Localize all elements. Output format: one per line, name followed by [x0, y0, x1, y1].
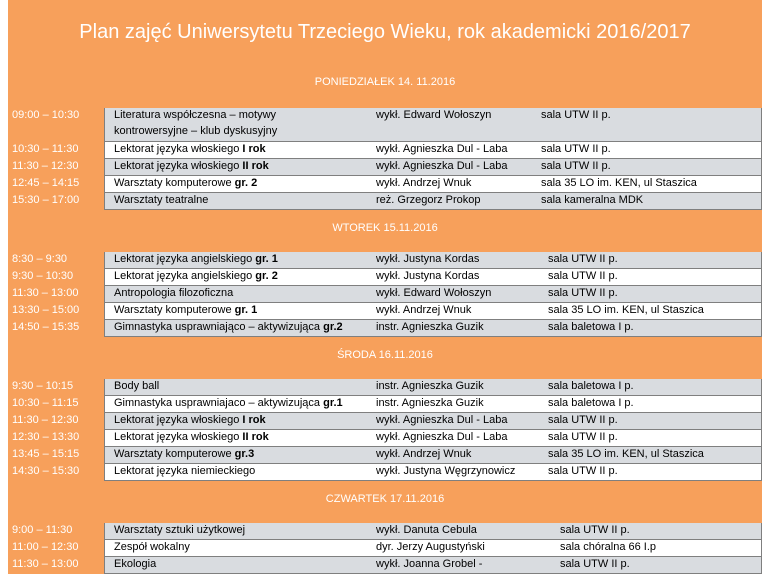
- row-border-left: [104, 176, 105, 193]
- row-subject: [114, 464, 255, 477]
- row-lecturer: wykł. Justyna Węgrzynowicz: [376, 465, 516, 477]
- row-border-bottom: [104, 336, 762, 337]
- row-time: 9:30 – 10:15: [8, 379, 104, 396]
- day-spacer-top: [8, 337, 762, 345]
- row-border-right: [761, 379, 762, 396]
- subject-text-line2: kontrowersyjne – klub dyskusyjny: [114, 125, 278, 137]
- subject-group: gr. 2: [234, 177, 258, 189]
- row-border-left: [104, 108, 105, 142]
- subject-text: Warsztaty teatralne: [114, 194, 209, 206]
- row-border-right: [761, 176, 762, 193]
- row-subject: [114, 252, 278, 265]
- subject-text: Lektorat języka angielskiego: [114, 270, 256, 282]
- row-border-left: [104, 464, 105, 481]
- row-subject: [114, 413, 266, 426]
- row-border-right: [761, 269, 762, 286]
- subject-text: Warsztaty komputerowe: [114, 304, 235, 316]
- row-time: 11:30 – 12:30: [8, 413, 104, 430]
- subject-group: gr. 1: [255, 253, 278, 265]
- schedule-row: [8, 413, 762, 430]
- row-border-left: [104, 413, 105, 430]
- subject-text: Ekologia: [114, 558, 157, 570]
- subject-text: Lektorat języka włoskiego: [114, 143, 243, 155]
- subject-group: gr.3: [234, 448, 255, 460]
- subject-text: Lektorat języka angielskiego: [114, 253, 256, 265]
- row-lecturer: wykł. Justyna Kordas: [376, 270, 480, 282]
- subject-text: Lektorat języka włoskiego: [114, 160, 243, 172]
- row-border-right: [761, 396, 762, 413]
- row-subject: [114, 396, 343, 409]
- schedule-row: [8, 193, 762, 210]
- row-lecturer: wykł. Agnieszka Dul - Laba: [376, 431, 508, 443]
- row-lecturer: wykł. Edward Wołoszyn: [376, 109, 492, 121]
- row-subject: [114, 159, 269, 172]
- row-border-left: [104, 286, 105, 303]
- row-room: sala UTW II p.: [548, 287, 618, 299]
- day-spacer-bottom: [8, 365, 762, 379]
- schedule-row: [8, 320, 762, 337]
- row-time: 8:30 – 9:30: [8, 252, 104, 269]
- row-border-right: [761, 523, 762, 540]
- row-time: 10:30 – 11:30: [8, 142, 104, 159]
- row-room: sala UTW II p.: [541, 143, 611, 155]
- row-room: sala UTW II p.: [541, 160, 611, 172]
- subject-group: I rok: [242, 414, 266, 426]
- day-spacer-top: [8, 210, 762, 218]
- subject-text: Warsztaty sztuki użytkowej: [114, 524, 246, 536]
- row-border-right: [761, 142, 762, 159]
- day-header: CZWARTEK 17.11.2016: [8, 489, 762, 509]
- row-room: sala UTW II p.: [560, 558, 630, 570]
- row-room: sala UTW II p.: [541, 109, 611, 121]
- row-room: sala UTW II p.: [548, 465, 618, 477]
- row-time: 12:30 – 13:30: [8, 430, 104, 447]
- row-border-left: [104, 430, 105, 447]
- row-subject: [114, 269, 278, 282]
- row-time: 11:30 – 13:00: [8, 557, 104, 574]
- schedule-row: [8, 176, 762, 193]
- row-border-left: [104, 252, 105, 269]
- row-border-left: [104, 379, 105, 396]
- row-lecturer: wykł. Andrzej Wnuk: [376, 304, 472, 316]
- row-time: 09:00 – 10:30: [8, 108, 104, 142]
- subject-group: II rok: [242, 431, 269, 443]
- subject-text: Lektorat języka niemieckiego: [114, 465, 256, 477]
- day-header: WTOREK 15.11.2016: [8, 218, 762, 238]
- row-lecturer: wykł. Justyna Kordas: [376, 253, 480, 265]
- day-spacer-top: [8, 481, 762, 489]
- day-spacer-bottom: [8, 92, 762, 108]
- row-subject: [114, 286, 233, 299]
- row-lecturer: reż. Grzegorz Prokop: [376, 194, 481, 206]
- row-border-left: [104, 523, 105, 540]
- schedule-row: [8, 430, 762, 447]
- row-border-left: [104, 320, 105, 337]
- row-time: 11:30 – 13:00: [8, 286, 104, 303]
- row-border-right: [761, 303, 762, 320]
- subject-group: I rok: [242, 143, 266, 155]
- row-border-right: [761, 320, 762, 337]
- row-time: 15:30 – 17:00: [8, 193, 104, 210]
- row-subject: [114, 523, 245, 536]
- day-spacer-bottom: [8, 238, 762, 252]
- subject-text: Lektorat języka włoskiego: [114, 431, 243, 443]
- row-border-bottom: [104, 480, 762, 481]
- row-subject: [114, 447, 254, 460]
- row-time: 11:30 – 12:30: [8, 159, 104, 176]
- subject-text: Gimnastyka usprawniajaco – aktywizująca: [114, 397, 324, 409]
- row-room: sala baletowa I p.: [548, 380, 634, 392]
- row-border-bottom: [104, 209, 762, 210]
- row-room: sala baletowa I p.: [548, 321, 634, 333]
- subject-text: Gimnastyka usprawniająco – aktywizująca: [114, 321, 324, 333]
- row-time: 12:45 – 14:15: [8, 176, 104, 193]
- schedule-row: [8, 252, 762, 269]
- row-time: 14:50 – 15:35: [8, 320, 104, 337]
- day-header: PONIEDZIAŁEK 14. 11.2016: [8, 72, 762, 92]
- subject-group: gr. 1: [234, 304, 258, 316]
- row-time: 13:45 – 15:15: [8, 447, 104, 464]
- schedule-row: [8, 464, 762, 481]
- row-room: sala 35 LO im. KEN, ul Staszica: [548, 448, 704, 460]
- row-border-right: [761, 464, 762, 481]
- schedule-row: [8, 159, 762, 176]
- row-border-right: [761, 193, 762, 210]
- day-spacer-bottom: [8, 509, 762, 523]
- row-border-right: [761, 413, 762, 430]
- row-border-left: [104, 159, 105, 176]
- row-room: sala UTW II p.: [548, 270, 618, 282]
- subject-text: Warsztaty komputerowe: [114, 448, 235, 460]
- day-header: ŚRODA 16.11.2016: [8, 345, 762, 365]
- page-title: Plan zajęć Uniwersytetu Trzeciego Wieku, rok akademicki 2016/2017: [8, 0, 762, 64]
- schedule-row: [8, 286, 762, 303]
- row-border-right: [761, 286, 762, 303]
- row-lecturer: wykł. Agnieszka Dul - Laba: [376, 143, 508, 155]
- row-room: sala UTW II p.: [548, 253, 618, 265]
- row-border-right: [761, 252, 762, 269]
- subject-text: Antropologia filozoficzna: [114, 287, 234, 299]
- row-subject: [114, 430, 269, 443]
- row-border-left: [104, 142, 105, 159]
- row-time: 13:30 – 15:00: [8, 303, 104, 320]
- schedule-row: [8, 557, 762, 574]
- row-subject: [114, 379, 159, 392]
- subject-group: gr.1: [323, 397, 343, 409]
- row-border-right: [761, 447, 762, 464]
- schedule-row: [8, 379, 762, 396]
- schedule-row: [8, 142, 762, 159]
- row-lecturer: wykł. Edward Wołoszyn: [376, 287, 492, 299]
- row-room: sala 35 LO im. KEN, ul Staszica: [548, 304, 704, 316]
- row-border-left: [104, 557, 105, 574]
- schedule-row: [8, 303, 762, 320]
- schedule-row: [8, 108, 762, 142]
- row-time: 9:00 – 11:30: [8, 523, 104, 540]
- subject-text: Warsztaty komputerowe: [114, 177, 235, 189]
- row-lecturer: wykł. Agnieszka Dul - Laba: [376, 160, 508, 172]
- row-lecturer: wykł. Danuta Cebula: [376, 524, 477, 536]
- row-lecturer: wykł. Andrzej Wnuk: [376, 448, 472, 460]
- row-time: 10:30 – 11:15: [8, 396, 104, 413]
- row-room: sala UTW II p.: [548, 431, 618, 443]
- row-border-right: [761, 108, 762, 142]
- row-room: sala kameralna MDK: [541, 194, 644, 206]
- subject-text: Literatura współczesna – motywy: [114, 109, 277, 121]
- row-border-right: [761, 159, 762, 176]
- row-subject: [114, 142, 266, 155]
- schedule-row: [8, 523, 762, 540]
- row-border-left: [104, 447, 105, 464]
- schedule-table: [8, 64, 762, 574]
- row-subject: [114, 557, 156, 570]
- schedule-row: [8, 269, 762, 286]
- row-lecturer: instr. Agnieszka Guzik: [376, 380, 484, 392]
- row-lecturer: instr. Agnieszka Guzik: [376, 321, 484, 333]
- row-lecturer: wykł. Joanna Grobel -: [376, 558, 483, 570]
- row-lecturer: instr. Agnieszka Guzik: [376, 397, 484, 409]
- subject-text: Lektorat języka włoskiego: [114, 414, 243, 426]
- row-time: 11:00 – 12:30: [8, 540, 104, 557]
- row-subject: [114, 303, 257, 316]
- row-subject: [114, 176, 257, 189]
- row-lecturer: wykł. Andrzej Wnuk: [376, 177, 472, 189]
- row-border-right: [761, 557, 762, 574]
- subject-text: Body ball: [114, 380, 160, 392]
- row-lecturer: dyr. Jerzy Augustyński: [376, 541, 485, 553]
- row-subject: [114, 540, 190, 553]
- subject-group: gr. 2: [255, 270, 278, 282]
- row-room: sala 35 LO im. KEN, ul Staszica: [541, 177, 697, 189]
- row-subject: [114, 193, 208, 206]
- row-border-left: [104, 396, 105, 413]
- row-lecturer: wykł. Agnieszka Dul - Laba: [376, 414, 508, 426]
- row-room: sala UTW II p.: [560, 524, 630, 536]
- row-time: 14:30 – 15:30: [8, 464, 104, 481]
- row-time: 9:30 – 10:30: [8, 269, 104, 286]
- row-subject: [114, 320, 343, 333]
- schedule-row: [8, 447, 762, 464]
- row-border-right: [761, 430, 762, 447]
- row-room: sala baletowa I p.: [548, 397, 634, 409]
- row-border-left: [104, 303, 105, 320]
- row-room: sala UTW II p.: [548, 414, 618, 426]
- schedule-row: [8, 396, 762, 413]
- row-border-left: [104, 269, 105, 286]
- row-border-left: [104, 193, 105, 210]
- row-room: sala chóralna 66 I.p: [560, 541, 657, 553]
- row-subject: [114, 108, 277, 141]
- subject-text: Zespół wokalny: [114, 541, 190, 553]
- subject-group: gr.2: [323, 321, 343, 333]
- subject-group: II rok: [242, 160, 269, 172]
- day-spacer-top: [8, 64, 762, 72]
